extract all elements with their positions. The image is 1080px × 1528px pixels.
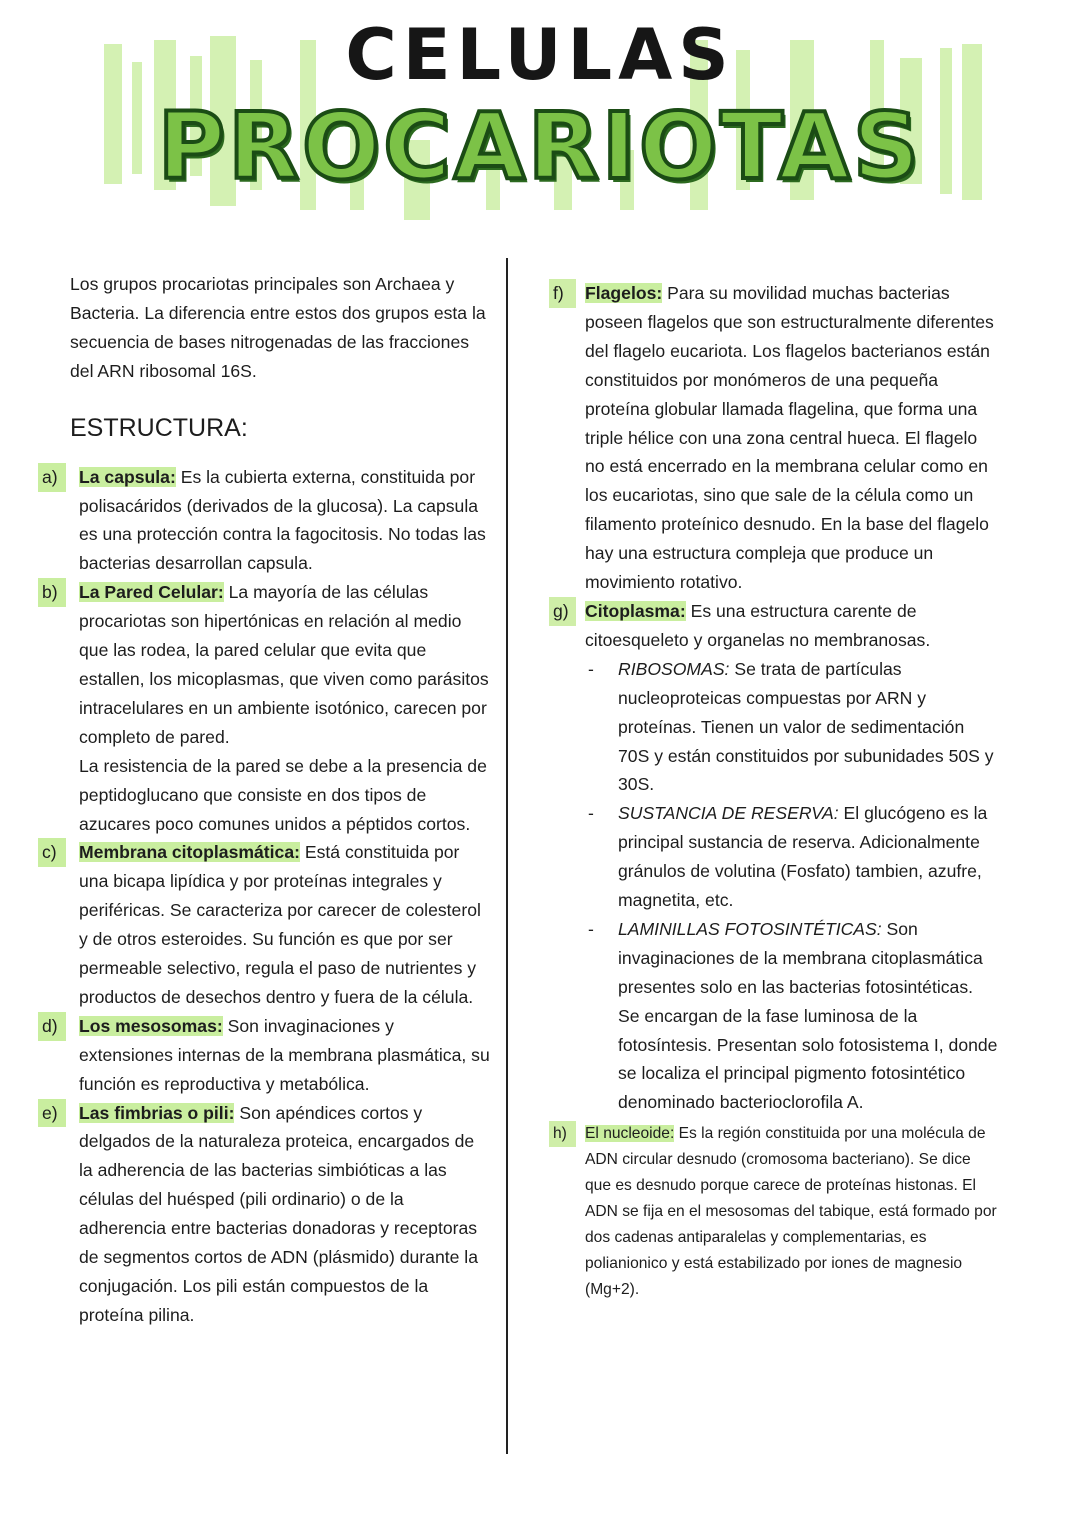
item-letter: a)	[38, 463, 66, 492]
column-divider	[506, 258, 508, 1454]
item-term: La Pared Celular:	[79, 582, 224, 603]
item-letter: e)	[38, 1099, 66, 1128]
bullet-dash: -	[588, 803, 594, 824]
section-heading: ESTRUCTURA:	[70, 413, 248, 442]
bullet-dash: -	[588, 658, 594, 679]
item-text-continued: La resistencia de la pared se debe a la presencia de peptidoglucano que consiste en dos tipos de azucares poco comunes unidos a péptidos cortos.	[79, 755, 487, 834]
item-term: Membrana citoplasmática:	[79, 842, 300, 863]
item-text: Para su movilidad muchas bacterias poseen flagelos que son estructuralmente diferentes del flagelo eucariota. Los flagelos bacterianos están constituidos por monómeros de una pequeña proteína globular llamada flagelina, que forma una triple hélice con una zona central hueca. El flagelo no está encerrado en la membrana celular como en los eucariotas, sino que sale de la célula como un filamento proteínico desnudo. En la base del flagelo hay una estructura compleja que produce un movimiento rotativo.	[585, 283, 994, 593]
item-g	[549, 597, 999, 1117]
item-term: Los mesosomas:	[79, 1015, 223, 1036]
item-text: La mayoría de las células procariotas son hipertónicas en relación al medio que las rodea, la pared celular que evita que estallen, los micoplasmas, que viven como parásitos intracelulares en un ambiente isotónico, carecen por completo de pared.	[79, 582, 489, 747]
item-term: Las fimbrias o pili:	[79, 1102, 235, 1123]
subitem-laminillas-fotosinteticas	[585, 915, 999, 1117]
item-text: Es una estructura carente de citoesqueleto y organelas no membranosas.	[585, 600, 931, 650]
subitem-text: Son invaginaciones de la membrana citoplasmática presentes solo en las bacterias fotosintéticas. Se encargan de la fase luminosa de la fotosíntesis. Presentan solo fotosistema I, donde se localiza el principal pigmento fotosintético denominado bacterioclorofila A.	[618, 918, 998, 1113]
item-text: Es la cubierta externa, constituida por polisacáridos (derivados de la glucosa). La capsula es una protección contra la fagocitosis. No todas las bacterias desarrollan capsula.	[79, 466, 486, 574]
intro-paragraph: Los grupos procariotas principales son Archaea y Bacteria. La diferencia entre estos dos grupos esta la secuencia de bases nitrogenadas de las fracciones del ARN ribosomal 16S.	[70, 274, 486, 381]
subitem-title: RIBOSOMAS:	[618, 658, 730, 679]
item-term: La capsula:	[79, 466, 176, 487]
item-f	[549, 279, 999, 597]
subitem-ribosomas	[585, 655, 999, 800]
title-line-2: PROCARIOTAS	[157, 93, 923, 200]
item-letter: g)	[549, 597, 576, 626]
item-a	[42, 463, 490, 579]
item-term: Flagelos:	[585, 283, 663, 303]
right-column	[549, 279, 999, 1303]
item-letter: h)	[549, 1121, 576, 1147]
item-letter: d)	[38, 1012, 66, 1041]
item-b	[42, 578, 490, 838]
item-letter: f)	[549, 279, 576, 308]
item-e	[42, 1099, 490, 1330]
item-term: El nucleoide:	[585, 1125, 675, 1143]
item-d	[42, 1012, 490, 1099]
item-text: Son invaginaciones y extensiones internas de la membrana plasmática, su función es reproductiva y metabólica.	[79, 1015, 490, 1094]
item-c	[42, 838, 490, 1011]
item-letter: b)	[38, 578, 66, 607]
item-term: Citoplasma:	[585, 600, 686, 621]
item-text: Son apéndices cortos y delgados de la naturaleza proteica, encargados de la adherencia de las bacterias simbióticas a las células del huésped (pili ordinario) o de la adherencia entre bacterias donadoras y receptoras de segmentos cortos de ADN (plásmido) durante la conjugación. Los pili están compuestos de la proteína pilina.	[79, 1102, 478, 1325]
item-letter: c)	[38, 838, 66, 867]
subitem-text: Se trata de partículas nucleoproteicas compuestas por ARN y proteínas. Tienen un valor de sedimentación 70S y están constituidos por subunidades 50S y 30S.	[618, 658, 994, 795]
header	[0, 0, 1080, 240]
bullet-dash: -	[588, 918, 594, 939]
subitem-title: SUSTANCIA DE RESERVA:	[618, 803, 839, 824]
item-h	[549, 1121, 999, 1303]
subitem-text: El glucógeno es la principal sustancia de reserva. Adicionalmente gránulos de volutina (Fosfato) tambien, azufre, magnetita, etc.	[618, 803, 988, 911]
title-line-1: CELULAS	[345, 14, 735, 96]
item-text: Está constituida por una bicapa lipídica y por proteínas integrales y periféricas. Se caracteriza por carecer de colesterol y de otros esteroides. Su función es que por ser permeable selectivo, regula el paso de nutrientes y productos de desechos dentro y fuera de la célula.	[79, 842, 481, 1007]
left-column	[42, 270, 490, 1330]
subitem-title: LAMINILLAS FOTOSINTÉTICAS:	[618, 918, 882, 939]
item-text: Es la región constituida por una molécula de ADN circular desnudo (cromosoma bacteriano). Se dice que es desnudo porque carece de proteínas histonas. El ADN se fija en el mesosomas del tabique, está formado por dos cadenas antiparalelas y complementarias, es polianionico y está estabilizado por iones de magnesio (Mg+2).	[585, 1125, 997, 1299]
subitem-sustancia-de-reserva	[585, 799, 999, 915]
